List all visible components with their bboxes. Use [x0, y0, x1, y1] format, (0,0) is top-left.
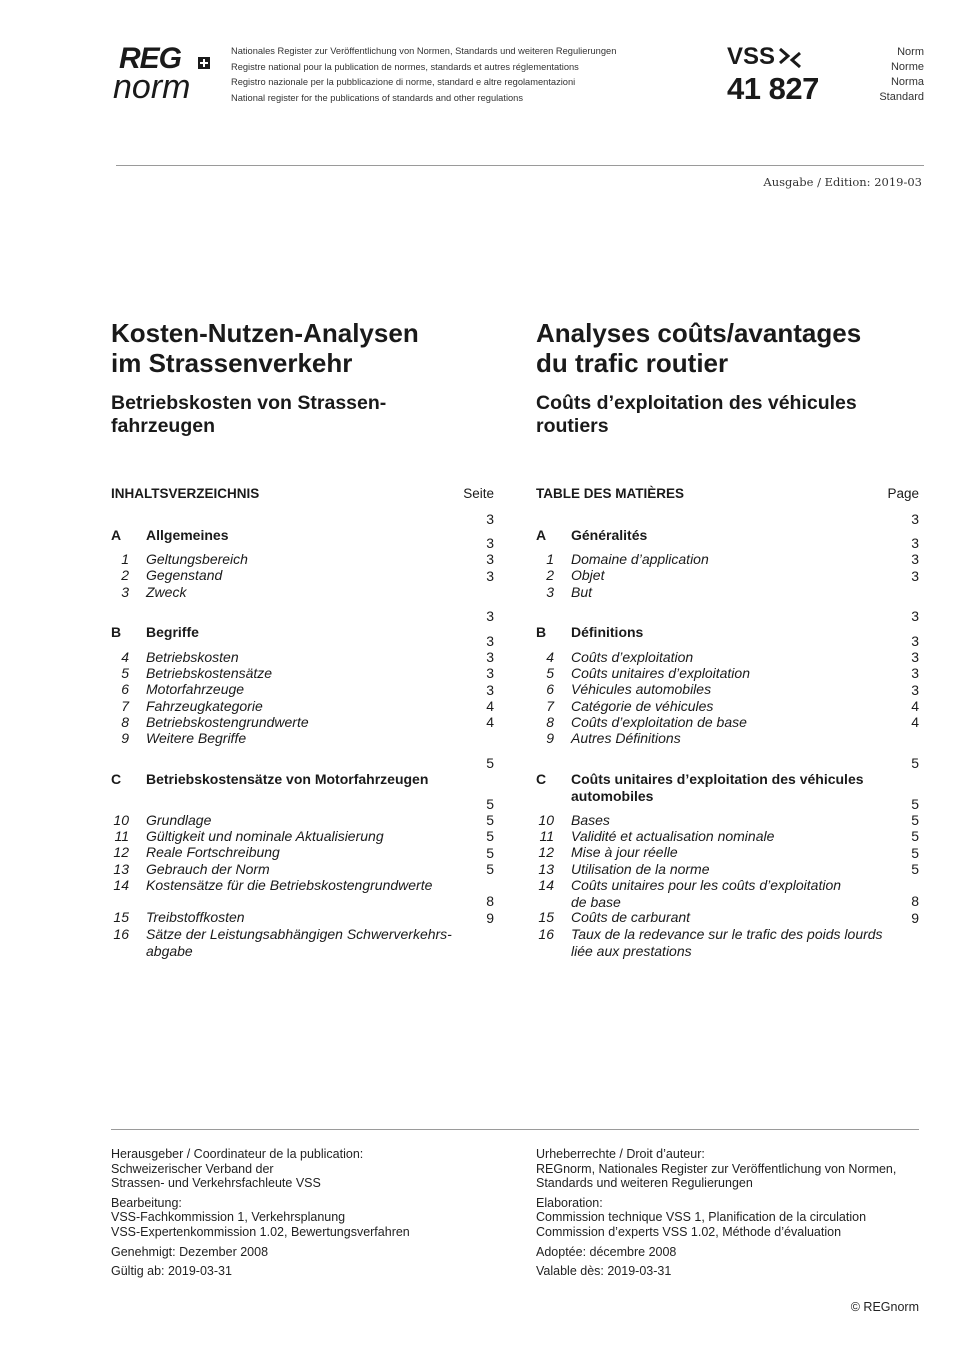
vss-brand-text: VSS: [727, 43, 776, 70]
toc-number: 11: [114, 828, 129, 844]
toc-page-number: 4: [486, 713, 494, 730]
toc-number: A: [536, 527, 547, 543]
footer-line: Bearbeitung:: [111, 1195, 182, 1210]
register-line-de: Nationales Register zur Veröffentlichung von Normen, Standards und weiteren Regulierungen: [231, 46, 617, 56]
toc-number: 7: [121, 698, 129, 714]
toc-page-number: 8: [911, 892, 919, 909]
toc-title: [146, 698, 466, 715]
toc-title-line: Betriebskosten: [146, 649, 239, 665]
toc-title: [146, 828, 466, 845]
toc-title: [571, 771, 891, 804]
register-description: [231, 44, 616, 106]
toc-number: A: [111, 527, 122, 543]
toc-page-number: 4: [486, 697, 494, 714]
footer-line: Strassen- und Verkehrsfachleute VSS: [111, 1176, 321, 1191]
toc-number: 13: [538, 861, 554, 877]
subtitle-german: [111, 392, 386, 438]
footer-block: [536, 1264, 931, 1279]
vss-arrows-icon: [777, 46, 803, 70]
toc-title-line: Begriffe: [146, 624, 199, 640]
toc-page-number: 3: [911, 607, 919, 624]
toc-title-line: automobiles: [571, 787, 654, 804]
toc-title-line: Autres Définitions: [571, 730, 681, 746]
toc-page-number: 3: [486, 648, 494, 665]
toc-number: 2: [121, 567, 129, 583]
toc-title: [146, 771, 466, 788]
footer-line: Genehmigt: Dezember 2008: [111, 1244, 269, 1259]
subtitle-line: Betriebskosten von Strassen-: [111, 392, 387, 414]
footer-line: Urheberrechte / Droit d’auteur:: [536, 1147, 705, 1161]
toc-page-number: 3: [911, 534, 919, 551]
toc-number: 15: [113, 909, 129, 925]
toc-title-line: Geltungsbereich: [146, 551, 248, 567]
document-type: [879, 45, 924, 105]
toc-page-number: 3: [486, 567, 494, 584]
footer-publication-info: [111, 1147, 506, 1284]
toc-title-line: Motorfahrzeuge: [146, 681, 245, 697]
toc-number: 12: [538, 844, 554, 860]
title-french: [536, 318, 861, 378]
toc-page-number: 3: [911, 681, 919, 698]
toc-page-number: 3: [486, 681, 494, 698]
doc-type-fr: Norme: [890, 61, 924, 73]
toc-title-line: Validité et actualisation nominale: [571, 828, 775, 844]
toc-title-line: Sätze der Leistungsabhängigen Schwerverkehrs-: [146, 926, 452, 942]
toc-page-label: Seite: [463, 486, 494, 501]
toc-title-line: Kostensätze für die Betriebskostengrundwerte: [146, 877, 433, 893]
toc-number: 3: [546, 584, 554, 600]
toc-number: 13: [113, 861, 129, 877]
toc-title-line: Gegenstand: [146, 567, 223, 583]
toc-number: 9: [121, 730, 129, 746]
toc-title: [571, 812, 891, 829]
swiss-cross-icon: [198, 57, 210, 69]
toc-title-line: Taux de la redevance sur le trafic des poids lourds: [571, 926, 883, 942]
toc-label: INHALTSVERZEICHNIS: [111, 486, 260, 501]
toc-number: 5: [546, 665, 554, 681]
toc-title-line: Coûts d’exploitation: [571, 649, 694, 665]
toc-title-line: Coûts de carburant: [571, 909, 691, 925]
toc-title-line: Véhicules automobiles: [571, 681, 712, 697]
toc-page-number: 5: [486, 844, 494, 861]
footer-block: [111, 1264, 506, 1279]
footer-line: Commission technique VSS 1, Planification de la circulation: [536, 1210, 867, 1225]
footer-line: VSS-Fachkommission 1, Verkehrsplanung: [111, 1210, 346, 1225]
toc-number: 11: [539, 828, 554, 844]
toc-title: [571, 665, 891, 682]
toc-title-line: Coûts unitaires d’exploitation des véhicules: [571, 771, 864, 787]
toc-title: [146, 730, 466, 747]
toc-title-line: liée aux prestations: [571, 942, 692, 959]
toc-page-number: 5: [486, 795, 494, 812]
toc-page-number: 3: [486, 607, 494, 624]
toc-page-number: 3: [911, 550, 919, 567]
toc-title-line: Objet: [571, 567, 605, 583]
toc-title: [571, 698, 891, 715]
toc-header-german: [111, 486, 494, 504]
toc-number: B: [111, 624, 122, 640]
toc-page-number: 3: [486, 510, 494, 527]
toc-title-line: Définitions: [571, 624, 644, 640]
register-line-en: National register for the publications of standards and other regulations: [231, 92, 523, 103]
toc-page-number: 4: [911, 697, 919, 714]
toc-page-number: 5: [486, 754, 494, 771]
regnorm-logo: [113, 44, 223, 104]
toc-title: [146, 649, 466, 666]
doc-type-it: Norma: [890, 76, 924, 88]
toc-title: [146, 714, 466, 731]
toc-title: [571, 567, 891, 584]
title-line: Analyses coûts/avantages: [536, 318, 862, 348]
norm-number: 41 827: [727, 71, 819, 106]
subtitle-line: fahrzeugen: [111, 415, 216, 437]
toc-title-line: de base: [571, 893, 621, 910]
toc-title: [146, 909, 466, 926]
toc-title-line: Fahrzeugkategorie: [146, 698, 263, 714]
toc-number: B: [536, 624, 547, 640]
toc-title-line: Grundlage: [146, 812, 212, 828]
footer-block: [111, 1245, 506, 1260]
toc-page-number: 8: [486, 892, 494, 909]
doc-type-en: Standard: [879, 91, 924, 103]
toc-page-number: 5: [911, 860, 919, 877]
toc-title-line: Betriebskostensätze: [146, 665, 273, 681]
toc-page-number: 3: [486, 632, 494, 649]
toc-page-number: 3: [911, 567, 919, 584]
toc-page-label: Page: [887, 486, 919, 501]
toc-title: [571, 828, 891, 845]
toc-page-number: 3: [486, 550, 494, 567]
toc-number: 16: [113, 926, 129, 942]
toc-label: TABLE DES MATIÈRES: [536, 486, 685, 501]
toc-title-line: But: [571, 584, 593, 600]
toc-title-line: Mise à jour réelle: [571, 844, 678, 860]
doc-type-de: Norm: [897, 46, 924, 58]
copyright-notice: © REGnorm: [850, 1300, 919, 1314]
toc-number: 2: [546, 567, 554, 583]
footer-block: [536, 1245, 931, 1260]
toc-page-number: 5: [486, 827, 494, 844]
toc-title: [146, 812, 466, 829]
toc-title-line: Coûts d’exploitation de base: [571, 714, 747, 730]
footer-line: Standards und weiteren Regulierungen: [536, 1176, 753, 1191]
toc-number: 15: [538, 909, 554, 925]
vss-norm-number: [727, 42, 837, 106]
footer-copyright-info: [536, 1147, 931, 1284]
toc-title-line: Weitere Begriffe: [146, 730, 247, 746]
footer-block: [111, 1196, 506, 1240]
toc-page-number: 3: [486, 534, 494, 551]
toc-number: 5: [121, 665, 129, 681]
toc-number: 1: [546, 551, 554, 567]
toc-title-line: Coûts unitaires pour les coûts d’exploitation: [571, 877, 842, 893]
toc-title-line: Gültigkeit und nominale Aktualisierung: [146, 828, 384, 844]
toc-title: [571, 551, 891, 568]
toc-number: C: [536, 771, 547, 787]
subtitle-french: [536, 392, 857, 438]
register-line-fr: Registre national pour la publication de normes, standards et autres réglementations: [231, 61, 579, 72]
toc-title: [571, 730, 891, 747]
toc-number: 9: [546, 730, 554, 746]
toc-page-number: 9: [486, 909, 494, 926]
toc-number: 6: [546, 681, 554, 697]
toc-title: [146, 584, 466, 601]
toc-number: 14: [113, 877, 129, 893]
toc-page-number: 5: [911, 844, 919, 861]
toc-page-number: 5: [911, 811, 919, 828]
toc-title: [146, 567, 466, 584]
toc-title-line: abgabe: [146, 942, 193, 959]
toc-title-line: Gebrauch der Norm: [146, 861, 270, 877]
toc-title: [571, 584, 891, 601]
footer-line: Elaboration:: [536, 1195, 603, 1210]
toc-title-line: Zweck: [146, 584, 187, 600]
toc-number: 10: [538, 812, 554, 828]
footer-line: VSS-Expertenkommission 1.02, Bewertungsverfahren: [111, 1224, 410, 1239]
toc-page-number: 5: [911, 795, 919, 812]
footer-block: [536, 1147, 931, 1191]
toc-title: [571, 624, 891, 641]
toc-number: 4: [121, 649, 129, 665]
toc-page-number: 5: [486, 860, 494, 877]
toc-title: [571, 681, 891, 698]
toc-title-line: Généralités: [571, 527, 648, 543]
toc-title: [146, 681, 466, 698]
toc-header-french: [536, 486, 919, 504]
toc-title: [571, 649, 891, 666]
toc-title: [571, 714, 891, 731]
toc-title: [146, 926, 466, 959]
title-line: Kosten-Nutzen-Analysen: [111, 318, 419, 348]
toc-page-number: 3: [486, 664, 494, 681]
footer-block: [536, 1196, 931, 1240]
header-divider: [116, 165, 924, 166]
toc-title: [146, 861, 466, 878]
toc-title-line: Domaine d’application: [571, 551, 709, 567]
toc-number: 8: [546, 714, 554, 730]
toc-title-line: Betriebskostensätze von Motorfahrzeugen: [146, 771, 429, 787]
toc-title-line: Treibstoffkosten: [146, 909, 245, 925]
footer-line: Adoptée: décembre 2008: [536, 1244, 677, 1259]
toc-title: [571, 926, 891, 959]
toc-page-number: 3: [911, 632, 919, 649]
toc-number: 12: [113, 844, 129, 860]
toc-title: [571, 909, 891, 926]
toc-page-number: 5: [911, 827, 919, 844]
logo-norm-text: norm: [113, 68, 191, 106]
toc-title-line: Allgemeines: [146, 527, 229, 543]
footer-line: Gültig ab: 2019-03-31: [111, 1264, 232, 1279]
toc-title: [571, 877, 891, 910]
toc-title: [146, 665, 466, 682]
toc-number: 16: [538, 926, 554, 942]
footer-divider: [111, 1129, 919, 1130]
footer-line: Herausgeber / Coordinateur de la publication:: [111, 1147, 364, 1161]
toc-number: 3: [121, 584, 129, 600]
toc-title-line: Coûts unitaires d’exploitation: [571, 665, 750, 681]
toc-number: 1: [121, 551, 129, 567]
toc-title: [146, 527, 466, 544]
subtitle-line: Coûts d’exploitation des véhicules: [536, 392, 857, 414]
toc-title-line: Utilisation de la norme: [571, 861, 710, 877]
toc-page-number: 3: [911, 648, 919, 665]
toc-number: C: [111, 771, 122, 787]
toc-title-line: Catégorie de véhicules: [571, 698, 714, 714]
logo-reg-text: REG: [119, 42, 182, 75]
toc-title: [146, 877, 466, 894]
title-line: im Strassenverkehr: [111, 348, 353, 378]
toc-number: 14: [538, 877, 554, 893]
toc-page-number: 5: [486, 811, 494, 828]
toc-page-number: 4: [911, 713, 919, 730]
toc-page-number: 3: [911, 510, 919, 527]
footer-block: [111, 1147, 506, 1191]
subtitle-line: routiers: [536, 415, 609, 437]
toc-title: [146, 624, 466, 641]
toc-title: [571, 861, 891, 878]
toc-title: [571, 527, 891, 544]
toc-title: [571, 844, 891, 861]
register-line-it: Registro nazionale per la pubblicazione di norme, standard e altre regolamentazioni: [231, 77, 576, 87]
toc-page-number: 5: [911, 754, 919, 771]
toc-title-line: Betriebskostengrundwerte: [146, 714, 309, 730]
toc-title-line: Reale Fortschreibung: [146, 844, 280, 860]
footer-line: Commission d’experts VSS 1.02, Méthode d’évaluation: [536, 1224, 842, 1239]
footer-line: Valable dès: 2019-03-31: [536, 1264, 672, 1279]
title-line: du trafic routier: [536, 348, 729, 378]
toc-number: 6: [121, 681, 129, 697]
footer-line: REGnorm, Nationales Register zur Veröffentlichung von Normen,: [536, 1161, 897, 1176]
footer-line: Schweizerischer Verband der: [111, 1161, 274, 1176]
toc-title-line: Bases: [571, 812, 610, 828]
toc-title: [146, 844, 466, 861]
toc-title: [146, 551, 466, 568]
toc-page-number: 9: [911, 909, 919, 926]
toc-number: 4: [546, 649, 554, 665]
toc-number: 7: [546, 698, 554, 714]
title-german: [111, 318, 419, 378]
edition-label: Ausgabe / Edition: 2019-03: [763, 175, 922, 189]
toc-page-number: 3: [911, 664, 919, 681]
toc-number: 8: [121, 714, 129, 730]
toc-number: 10: [113, 812, 129, 828]
